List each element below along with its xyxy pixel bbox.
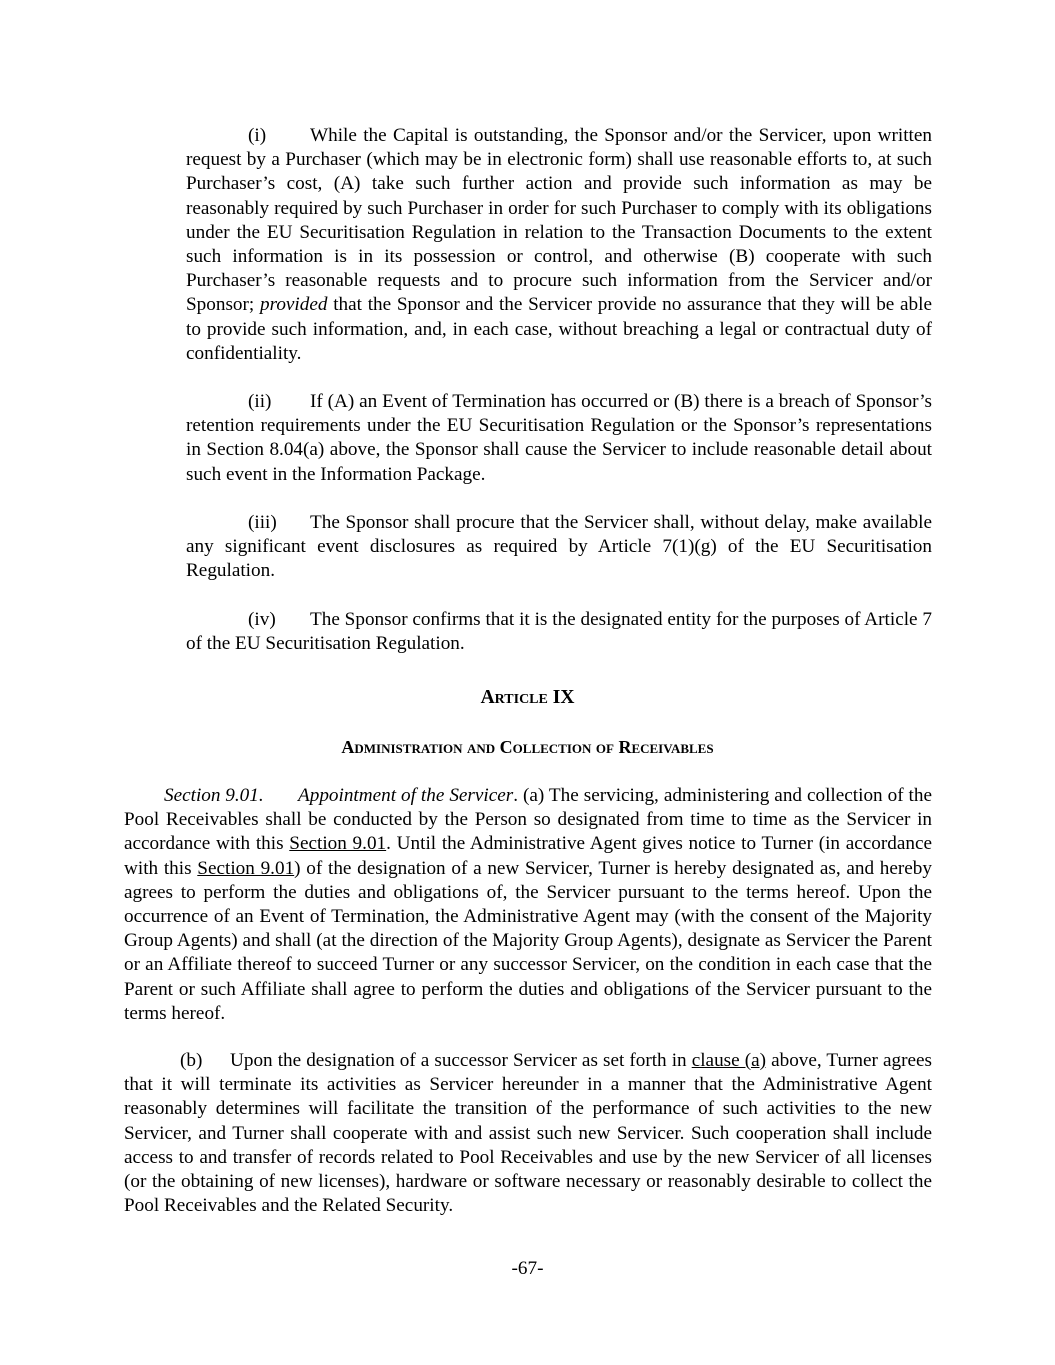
cross-reference: Section 9.01	[289, 833, 387, 855]
paragraph-text: The Sponsor shall procure that the Servicer shall, without delay, make available any significant event disclosures as required by Article 7(1)(g) of the EU Securitisation Regulation.	[186, 512, 932, 582]
paragraph-number: (iv)	[248, 609, 276, 630]
clause-text: Upon the designation of a successor Servicer as set forth in	[230, 1050, 692, 1071]
paragraph-iii	[186, 511, 932, 584]
section-9-01	[124, 784, 932, 1026]
paragraph-ii	[186, 390, 932, 487]
section-number: Section 9.01.	[164, 785, 264, 806]
cross-reference: Section 9.01	[197, 857, 295, 879]
paragraph-number: (ii)	[248, 391, 272, 412]
clause-text: above, Turner agrees that it will terminate its activities as Servicer hereunder in a manner that the Administrative Agent reasonably determines will facilitate the transition of the performance of such activities to the new Servicer, and Turner shall cooperate with and assist such new Servicer. Such cooperation shall include access to and transfer of records related to Pool Receivables and use by the new Servicer of all licenses (or the obtaining of new licenses), hardware or software necessary or reasonably desirable to collect the Pool Receivables and the Related Security.	[124, 1050, 932, 1217]
page-number: -67-	[511, 1258, 544, 1279]
cross-reference: clause (a)	[691, 1050, 767, 1071]
paragraph-iv	[186, 608, 932, 656]
clause-b	[124, 1049, 932, 1218]
article-title: Administration and Collection of Receivables	[341, 737, 714, 757]
paragraph-number: (i)	[248, 125, 267, 146]
paragraph-text: that the Sponsor and the Servicer provide no assurance that they will be able to provide such information, and, in each case, without breaching a legal or contractual duty of confidentiality.	[186, 294, 932, 364]
section-text: . Until the Administrative Agent gives notice to Turner (in accordance with this	[124, 833, 932, 879]
section-text: . (a) The servicing, administering and collection of the Pool Receivables shall be conducted by the Person so designated from time to time as the Servicer in accordance with this	[124, 785, 932, 855]
paragraph-text: The Sponsor confirms that it is the designated entity for the purposes of Article 7 of the EU Securitisation Regulation.	[186, 609, 932, 655]
emphasis-text: provided	[259, 294, 328, 316]
paragraph-number: (iii)	[248, 512, 277, 533]
paragraph-text: While the Capital is outstanding, the Sponsor and/or the Servicer, upon written request by a Purchaser (which may be in electronic form) shall use reasonable efforts to, at such Purchaser’s cost, (A) take such further action and provide such information as may be reasonably required by such Purchaser in order for such Purchaser to comply with its obligations under the EU Securitisation Regulation in relation to the Transaction Documents to the extent such information is in its possession or control, and otherwise (B) cooperate with such Purchaser’s reasonable requests and to procure such information from the Servicer and/or Sponsor;	[186, 125, 932, 316]
section-text: ) of the designation of a new Servicer, Turner is hereby designated as, and hereby agrees to perform the duties and obligations of, the Servicer pursuant to the terms hereof. Upon the occurrence of an Event of Termination, the Administrative Agent may (with the consent of the Majority Group Agents) and shall (at the direction of the Majority Group Agents), designate as Servicer the Parent or an Affiliate thereof to succeed Turner or any successor Servicer, on the condition in each case that the Parent or such Affiliate shall agree to perform the duties and obligations of the Servicer pursuant to the terms hereof.	[124, 857, 932, 1024]
paragraph-i	[186, 124, 932, 366]
clause-number: (b)	[180, 1050, 203, 1071]
paragraph-text: If (A) an Event of Termination has occurred or (B) there is a breach of Sponsor’s retention requirements under the EU Securitisation Regulation or the Sponsor’s representations in Section 8.04(a) above, the Sponsor shall cause the Servicer to include reasonable detail about such event in the Information Package.	[186, 391, 932, 485]
article-heading: Article IX	[480, 687, 575, 708]
section-title: Appointment of the Servicer	[298, 785, 514, 806]
